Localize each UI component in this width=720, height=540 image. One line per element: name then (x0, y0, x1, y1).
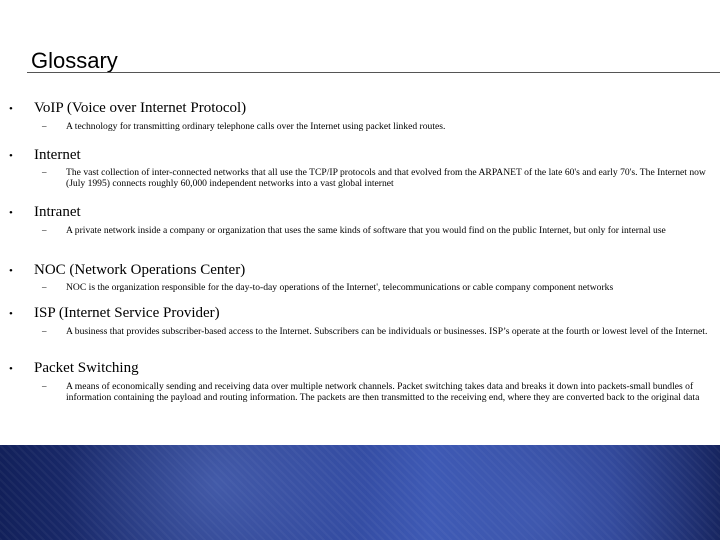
bullet-icon: • (9, 207, 13, 219)
footer-banner (0, 445, 720, 540)
term-voip: VoIP (Voice over Internet Protocol) (34, 100, 247, 116)
bullet-icon: • (9, 150, 13, 162)
definition-isp: A business that provides subscriber-based access to the Internet. Subscribers can be individuals or businesses. ISP’s operate at the fourth or lowest level of the Internet. (66, 326, 708, 337)
term-noc: NOC (Network Operations Center) (34, 262, 246, 278)
bullet-icon: • (9, 308, 13, 320)
dash-icon: – (42, 167, 47, 177)
dash-icon: – (42, 121, 47, 131)
term-internet: Internet (34, 147, 81, 163)
bullet-icon: • (9, 103, 13, 115)
dash-icon: – (42, 381, 47, 391)
term-isp: ISP (Internet Service Provider) (34, 305, 220, 321)
definition-voip: A technology for transmitting ordinary telephone calls over the Internet using packet linked routes. (66, 121, 446, 132)
term-packet-switching: Packet Switching (34, 360, 139, 376)
title-divider (27, 72, 720, 73)
term-intranet: Intranet (34, 204, 81, 220)
dash-icon: – (42, 282, 47, 292)
bullet-icon: • (9, 363, 13, 375)
definition-packet-switching: A means of economically sending and receiving data over multiple network channels. Packet switching takes data and breaks it down into packets-small bundles of information containing the payload and routing information. The packets are then transmitted to the receiving end, where they are converted back to the original data (66, 381, 700, 403)
definition-internet: The vast collection of inter-connected networks that all use the TCP/IP protocols and that evolved from the ARPANET of the late 60's and early 70's. The Internet now (July 1995) connects roughly 60,000 independent networks into a vast global internet (66, 167, 706, 189)
definition-intranet: A private network inside a company or organization that uses the same kinds of software that you would find on the public Internet, but only for internal use (66, 225, 666, 236)
dash-icon: – (42, 326, 47, 336)
footer-texture (0, 445, 720, 540)
definition-noc: NOC is the organization responsible for the day-to-day operations of the Internet', telecommunications or cable company component networks (66, 282, 614, 293)
slide-title: Glossary (31, 48, 118, 73)
dash-icon: – (42, 225, 47, 235)
bullet-icon: • (9, 265, 13, 277)
